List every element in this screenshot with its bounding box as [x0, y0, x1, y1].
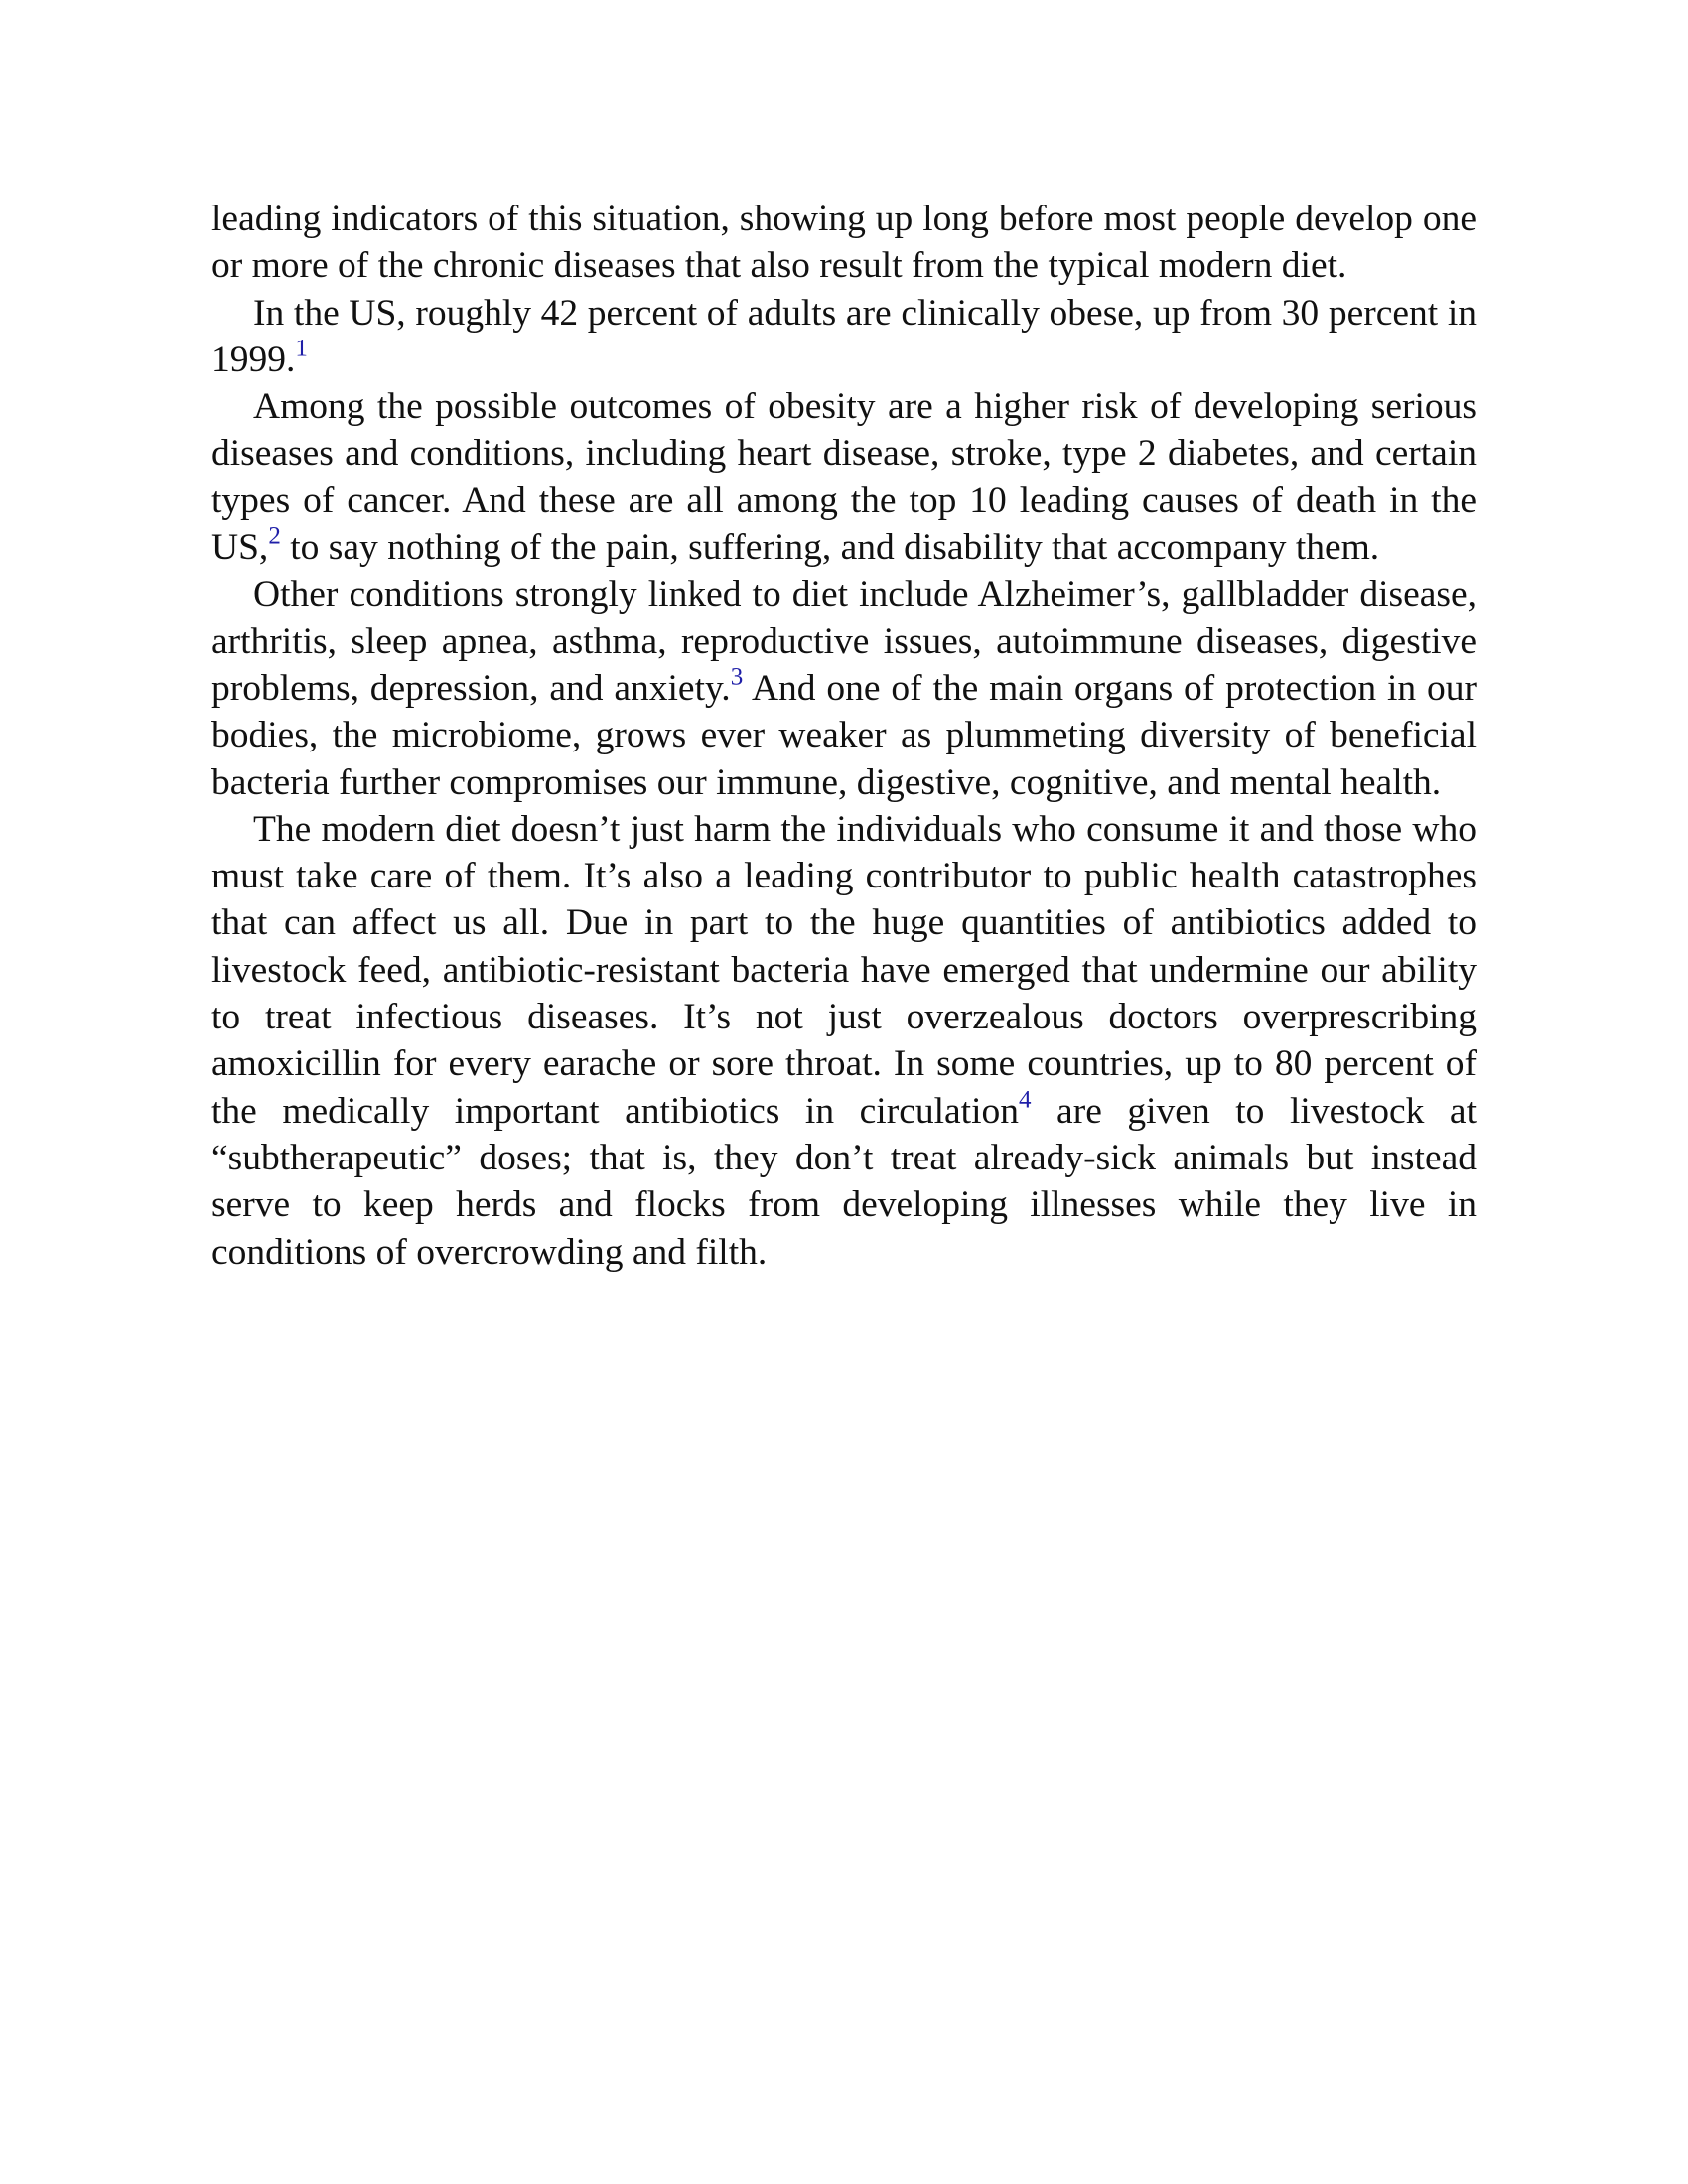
footnote-link[interactable]: 1 — [295, 335, 308, 362]
paragraph-text: The modern diet doesn’t just harm the individuals who consume it and those who must take care of them. It’s also a leading contributor to public health catastrophes that can affect us all. Due in part to the huge quantities of antibiotics added to livestock feed, antibiotic-resistant bacteria have emerged that undermine our ability to treat infectious diseases. It’s not just overzealous doctors overprescribing amoxicillin for every earache or sore throat. In some countries, up to 80 percent of the medically important antibiotics in circulation — [211, 808, 1477, 1132]
footnote-link[interactable]: 4 — [1019, 1086, 1032, 1114]
paragraph — [211, 806, 1477, 1276]
paragraph-text: In the US, roughly 42 percent of adults are clinically obese, up from 30 percent in 1999. — [211, 292, 1477, 380]
footnote-link[interactable]: 3 — [730, 663, 744, 691]
paragraph-text: leading indicators of this situation, showing up long before most people develop one or more of the chronic diseases that also result from the typical modern diet. — [211, 199, 1477, 287]
footnote-link[interactable]: 2 — [268, 522, 281, 550]
paragraph-text: And one of the main organs of protection in our bodies, the microbiome, grows ever weaker as plummeting diversity of beneficial bacteria further compromises our immune, digestive, cognitive, and mental health. — [211, 667, 1477, 803]
paragraph-text: are given to livestock at “subtherapeutic” doses; that is, they don’t treat already-sick animals but instead serve to keep herds and flocks from developing illnesses while they live in conditions of overcrowding and filth. — [211, 1090, 1477, 1273]
paragraph — [211, 290, 1477, 384]
paragraph-text: Among the possible outcomes of obesity are a higher risk of developing serious diseases and conditions, including heart disease, stroke, type 2 diabetes, and certain types of cancer. And these are all among the top 10 leading causes of death in the US, — [211, 386, 1477, 569]
paragraph — [211, 571, 1477, 805]
paragraph — [211, 196, 1477, 290]
paragraph-text: Other conditions strongly linked to diet include Alzheimer’s, gallbladder disease, arthritis, sleep apnea, asthma, reproductive issues, autoimmune diseases, digestive problems, depression, and anxiety. — [211, 574, 1477, 709]
paragraph-text: to say nothing of the pain, suffering, and disability that accompany them. — [280, 527, 1380, 569]
page-body — [211, 196, 1477, 1276]
paragraph — [211, 383, 1477, 571]
